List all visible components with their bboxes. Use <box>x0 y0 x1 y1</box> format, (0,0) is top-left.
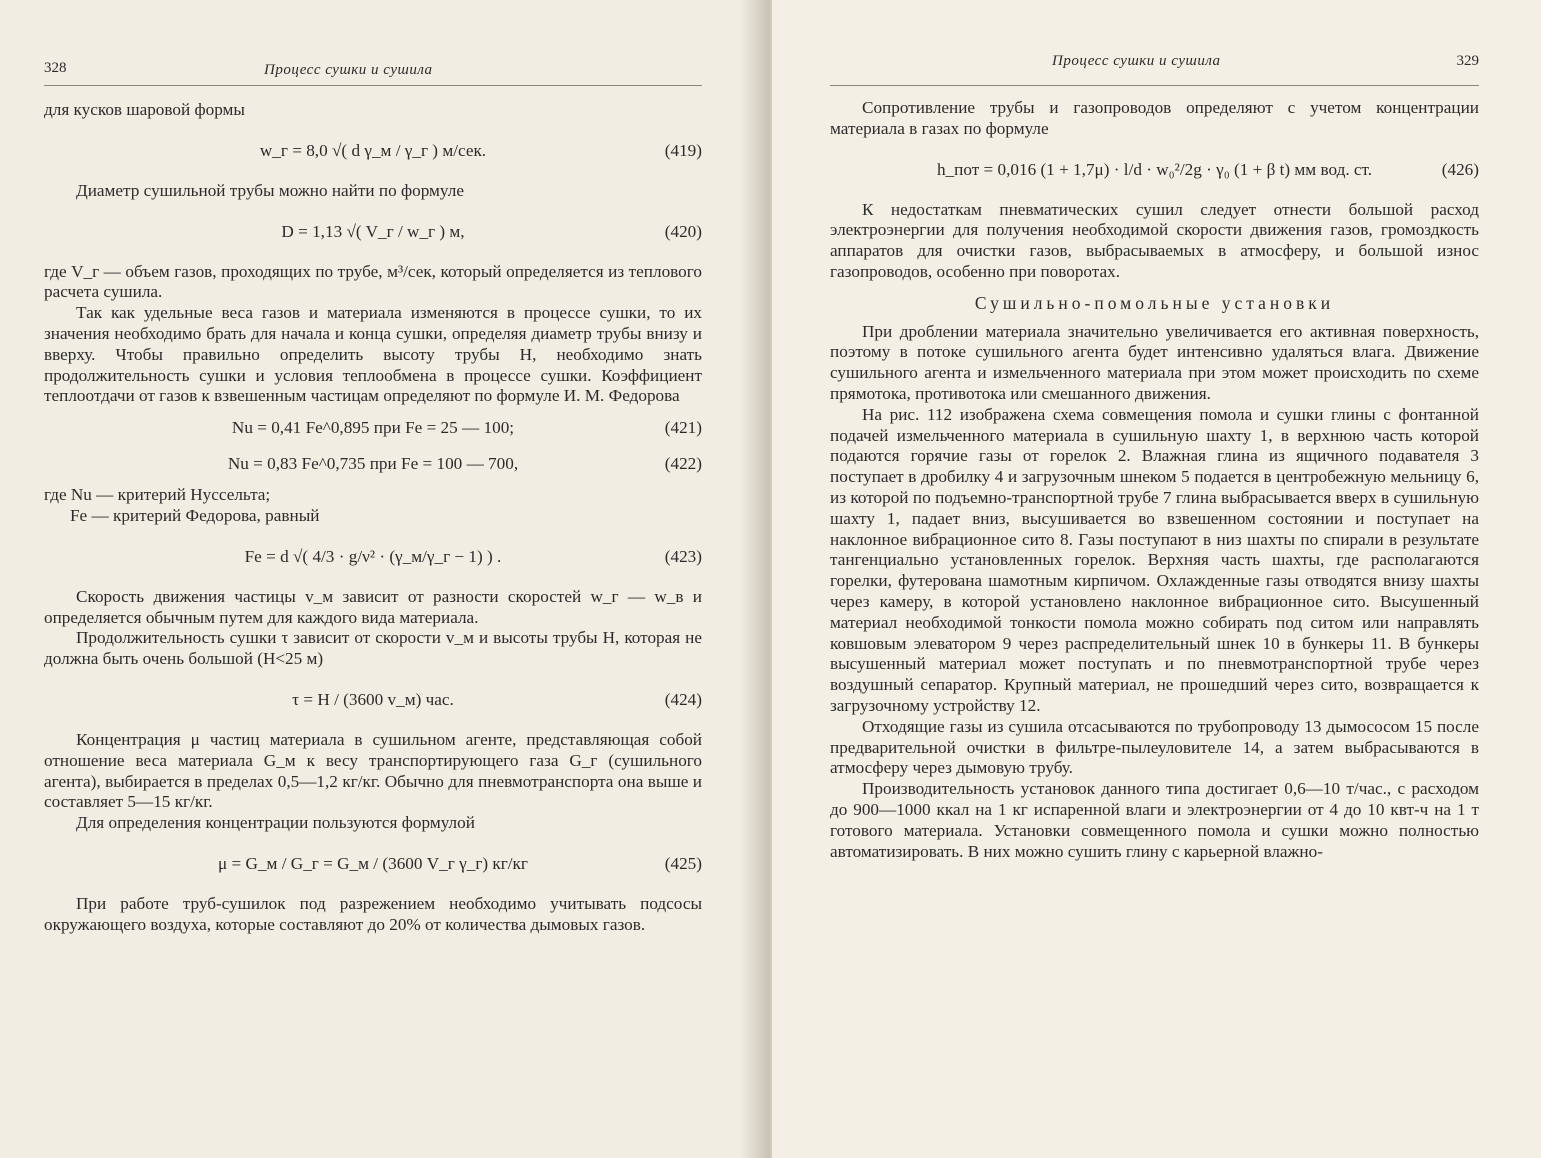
equation-425: μ = G_м / G_г = G_м / (3600 V_г γ_г) кг/кг (425) <box>218 853 702 873</box>
text-line: где Nu — критерий Нуссельта; <box>44 485 271 505</box>
equation-420: D = 1,13 √( V_г / w_г ) м, (420) <box>281 221 702 241</box>
right-page <box>772 0 1541 1158</box>
paragraph: При работе труб-сушилок под разрежением необходимо учитывать подсосы окружающего воздуха, которые составляют до 20% от количества дымовых газов. <box>44 893 702 934</box>
right-running-title: Процесс сушки и сушила <box>1052 53 1221 69</box>
equation-421: Nu = 0,41 Fe^0,895 при Fe = 25 — 100; (421) <box>231 418 702 438</box>
paragraph: Скорость движения частицы v_м зависит от разности скоростей w_г — w_в и определяется обычным путем для каждого вида материала. <box>44 586 702 627</box>
equation-424: τ = H / (3600 v_м) час. (424) <box>292 689 702 709</box>
left-page-number: 328 <box>44 60 67 76</box>
text-line: Диаметр сушильной трубы можно найти по формуле <box>76 180 464 200</box>
text-line: Для определения концентрации пользуются формулой <box>76 813 475 833</box>
right-page-body <box>830 98 1479 862</box>
left-page-body <box>44 100 702 936</box>
left-running-head <box>44 55 702 86</box>
left-page <box>0 0 760 1158</box>
paragraph: Так как удельные веса газов и материала изменяются в процессе сушки, то их значения необходимо брать для начала и конца сушки, определяя диаметр трубы внизу и вверху. Чтобы правильно определить высоту трубы H, необходимо знать продолжительность сушки и условия теплообмена в процессе сушки. Коэффициент теплоотдачи от газов к взвешенным частицам определяют по формуле И. М. Федорова <box>44 303 702 406</box>
paragraph: На рис. 112 изображена схема совмещения помола и сушки глины с фонтанной подачей измельченного материала в сушильную шахту 1, в верхнюю часть которой подаются горячие газы от горелок 2. Влажная глина из ящичного подавателя 3 поступает в дробилку 4 и загрузочным шнеком 5 подается в центробежную мельницу 6, из которой по подъемно-транспортной трубе 7 глина выбрасывается вверх в сушильную шахту 1, падает вниз, высушивается во взвешенном состоянии и поступает на наклонное вибрационное сито 8. Газы поступают в низ шахты по спирали в результате тангенциально установленных горелок. Верхняя часть шахты, где располагаются горелки, футерована шамотным кирпичом. Охлажденные газы отводятся внизу шахты через камеру, в которой установлено наклонное вибрационное сито. Высушенный материал необходимой тонкости помола можно собирать под ситом или направлять ковшовым элеватором 9 через распределительный шнек 10 в бункеры 11. В бункеры высушенный материал может поступать и по пневмотранспортной трубе через воздушный сепаратор. Крупный материал, не прошедший через сито, возвращается к загрузочному устройству 12. <box>830 404 1479 715</box>
paragraph: где V_г — объем газов, проходящих по трубе, м³/сек, который определяется из теплового расчета сушила. <box>44 261 702 302</box>
left-running-title: Процесс сушки и сушила <box>264 62 433 78</box>
paragraph: Производительность установок данного типа достигает 0,6—10 т/час., с расходом до 900—1000 ккал на 1 кг испаренной влаги и электроэнергии от 4 до 10 квт-ч на 1 т готового материала. Установки совмещенного помола и сушки можно полностью автоматизировать. В них можно сушить глину с карьерной влажно- <box>830 779 1479 861</box>
text-line: Fe — критерий Федорова, равный <box>70 505 320 525</box>
paragraph: Отходящие газы из сушила отсасываются по трубопроводу 13 дымососом 15 после предварительной очистки в фильтре-пылеуловителе 14, а затем выбрасываются в атмосферу через дымовую трубу. <box>830 716 1479 778</box>
equation-426: h_пот = 0,016 (1 + 1,7μ) · l/d · w₀²/2g · γ₀ (1 + β t) мм вод. ст. (426) <box>936 159 1479 179</box>
paragraph: Сопротивление трубы и газопроводов определяют с учетом концентрации материала в газах по формуле <box>830 98 1479 138</box>
paragraph: Концентрация μ частиц материала в сушильном агенте, представляющая собой отношение веса материала G_м к весу транспортирующего газа G_г (сушильного агента), выбирается в пределах 0,5—1,2 кг/кг. Обычно для пневмотранспорта она выше и составляет 5—15 кг/кг. <box>44 729 702 812</box>
paragraph: При дроблении материала значительно увеличивается его активная поверхность, поэтому в потоке сушильного агента будет интенсивно удаляться влага. Движение сушильного агента и измельченного материала при этом может происходить по схеме прямотока, противотока или смешанного движения. <box>830 321 1479 403</box>
section-heading: Сушильно-помольные установки <box>974 292 1335 313</box>
right-running-head <box>830 55 1479 86</box>
right-page-number: 329 <box>1456 53 1479 69</box>
equation-419: w_г = 8,0 √( d γ_м / γ_г ) м/сек. (419) <box>259 140 702 160</box>
paragraph: К недостаткам пневматических сушил следует отнести большой расход электроэнергии для получения необходимой скорости движения газов, громоздкость аппаратов для очистки газов, выбрасываемых в атмосферу, и большой износ газопроводов, особенно при поворотах. <box>830 199 1479 281</box>
text-line: для кусков шаровой формы <box>44 100 245 119</box>
equation-423: Fe = d √( 4/3 · g/ν² · (γ_м/γ_г − 1) ) . (423) <box>244 546 702 566</box>
equation-422: Nu = 0,83 Fe^0,735 при Fe = 100 — 700, (422) <box>227 454 702 474</box>
paragraph: Продолжительность сушки τ зависит от скорости v_м и высоты трубы H, которая не должна быть очень большой (H<25 м) <box>44 628 702 669</box>
